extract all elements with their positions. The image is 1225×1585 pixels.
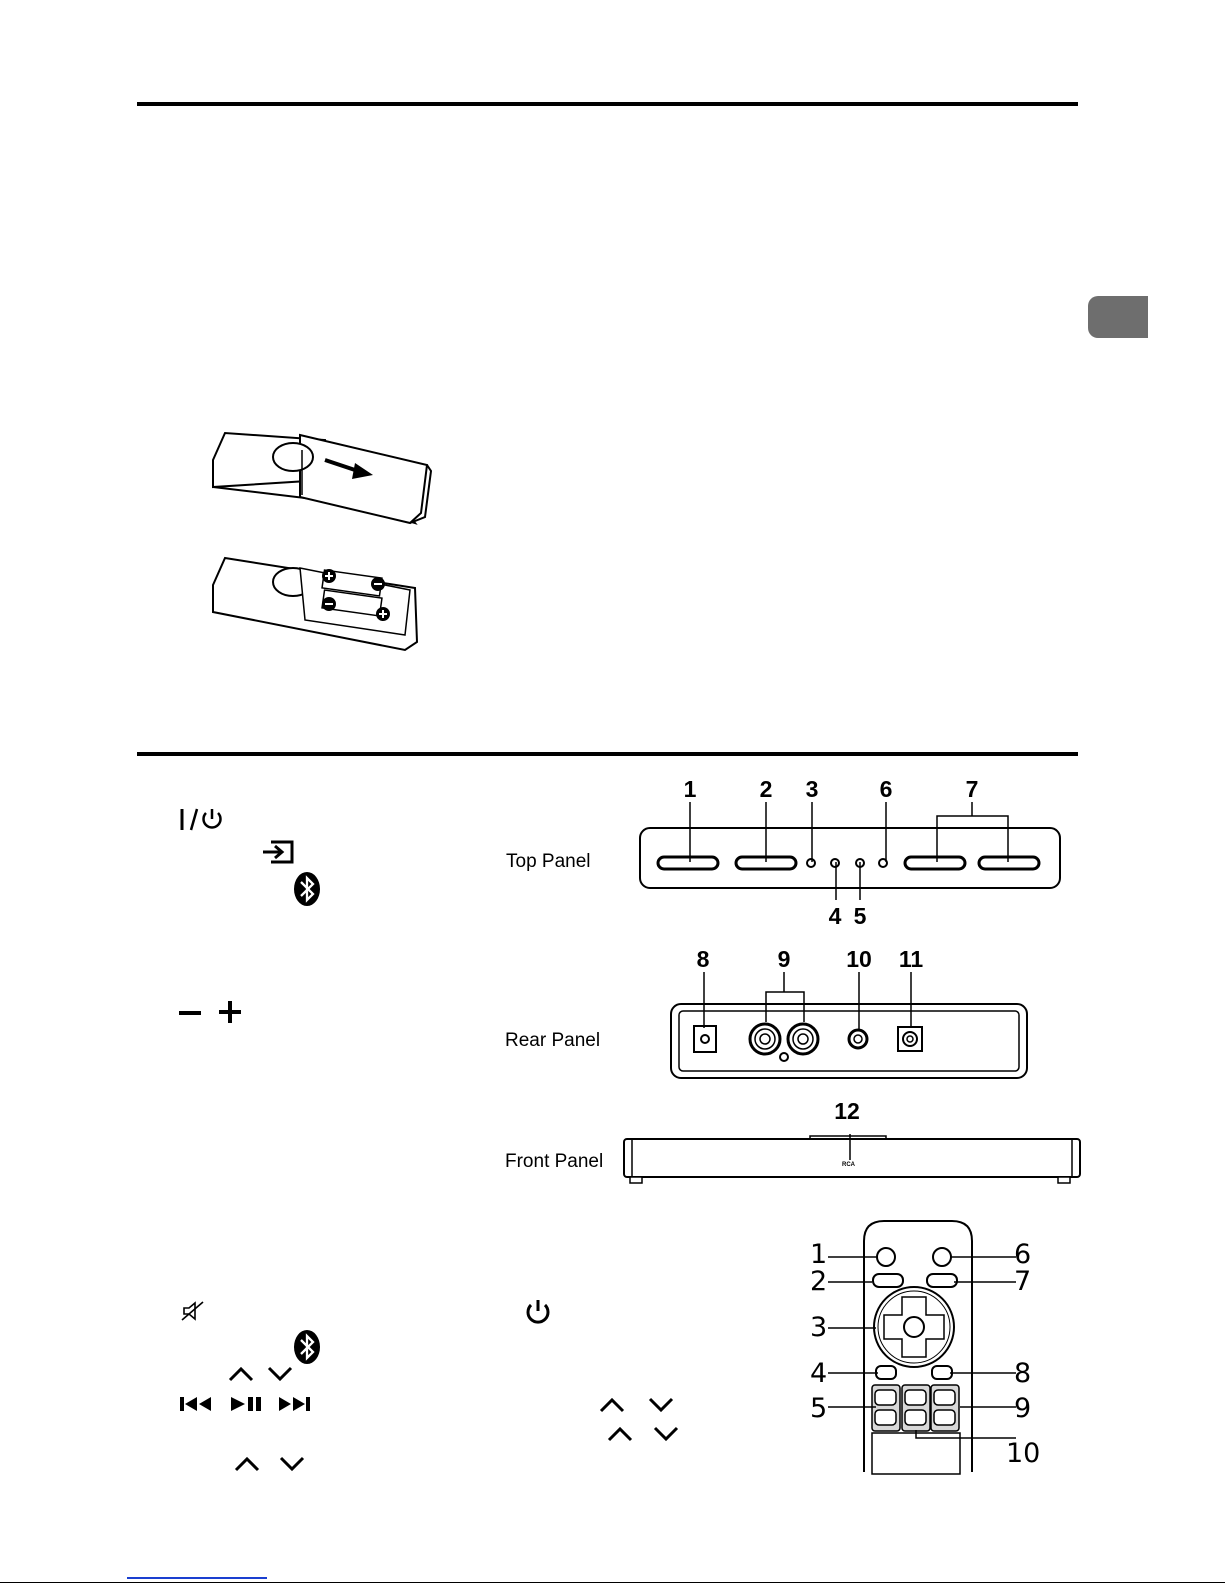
mute-icon <box>181 1300 205 1322</box>
top-panel-label: Top Panel <box>506 851 591 872</box>
play-pause-icon <box>229 1395 265 1413</box>
top-callout-5: 5 <box>853 903 867 929</box>
front-panel-diagram <box>622 1134 1082 1184</box>
rear-callout-10: 10 <box>846 946 872 972</box>
remote-callout-4: 4 <box>810 1358 828 1389</box>
front-panel-label: Front Panel <box>505 1151 604 1172</box>
bluetooth-icon <box>293 871 321 907</box>
top-callout-3: 3 <box>805 776 819 802</box>
front-logo: RCA <box>842 1162 855 1168</box>
section-tab <box>1088 296 1148 338</box>
remote-callout-7: 7 <box>1014 1266 1032 1297</box>
remote-callout-3: 3 <box>810 1312 828 1343</box>
top-panel-leaders <box>600 800 1050 920</box>
input-icon <box>261 839 295 865</box>
volume-minus-icon <box>178 1008 202 1018</box>
down-chevron-icon <box>653 1425 679 1443</box>
remote-callout-1: 1 <box>810 1239 828 1270</box>
power-icon <box>524 1298 552 1328</box>
bluetooth-icon-remote <box>293 1329 321 1365</box>
top-callout-6: 6 <box>879 776 893 802</box>
top-callout-1: 1 <box>683 776 697 802</box>
rear-callout-11: 11 <box>898 946 924 972</box>
up-chevron-icon <box>607 1425 633 1443</box>
remote-callout-10: 10 <box>1006 1438 1041 1469</box>
up-chevron-icon <box>228 1365 254 1383</box>
top-callout-4: 4 <box>828 903 842 929</box>
footer-rule <box>0 1582 1225 1583</box>
down-chevron-icon <box>279 1455 305 1473</box>
front-callout-12: 12 <box>834 1098 860 1124</box>
down-chevron-icon <box>648 1396 674 1414</box>
remote-leaders <box>826 1240 1016 1460</box>
remote-batteries-illustration <box>205 550 440 660</box>
rear-panel-label: Rear Panel <box>505 1030 601 1051</box>
up-chevron-icon <box>599 1396 625 1414</box>
rear-callout-8: 8 <box>696 946 710 972</box>
previous-icon <box>179 1395 215 1413</box>
next-icon <box>277 1395 313 1413</box>
top-callout-2: 2 <box>759 776 773 802</box>
section-rule <box>137 752 1078 756</box>
remote-callout-2: 2 <box>810 1266 828 1297</box>
remote-callout-6: 6 <box>1014 1239 1032 1270</box>
remote-callout-5: 5 <box>810 1393 828 1424</box>
rear-callout-9: 9 <box>777 946 791 972</box>
top-rule <box>137 102 1078 106</box>
remote-callout-8: 8 <box>1014 1358 1032 1389</box>
footer-link-underline <box>127 1577 267 1579</box>
remote-callout-9: 9 <box>1014 1393 1032 1424</box>
down-chevron-icon <box>267 1365 293 1383</box>
power-standby-icon <box>178 806 226 832</box>
volume-plus-icon <box>218 1000 242 1024</box>
top-callout-7: 7 <box>965 776 979 802</box>
rear-panel-leaders <box>690 970 930 1030</box>
up-chevron-icon <box>234 1455 260 1473</box>
remote-cover-illustration <box>205 425 440 535</box>
